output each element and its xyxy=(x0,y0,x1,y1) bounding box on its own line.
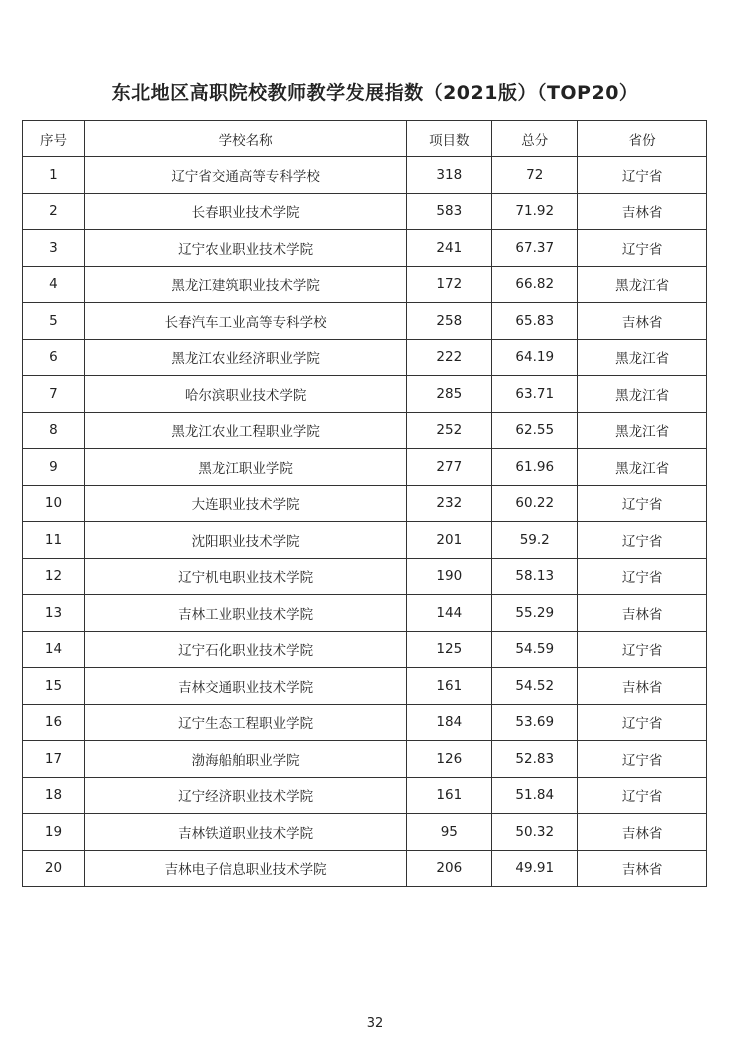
cell-total-score: 62.55 xyxy=(492,412,578,449)
cell-rank: 9 xyxy=(23,449,85,486)
cell-rank: 2 xyxy=(23,193,85,230)
cell-school-name: 吉林铁道职业技术学院 xyxy=(84,814,406,851)
table-row xyxy=(23,266,707,303)
cell-school-name: 长春汽车工业高等专科学校 xyxy=(84,303,406,340)
cell-province: 辽宁省 xyxy=(578,157,707,194)
header-total-score: 总分 xyxy=(492,121,578,157)
cell-total-score: 52.83 xyxy=(492,741,578,778)
cell-school-name: 长春职业技术学院 xyxy=(84,193,406,230)
cell-school-name: 辽宁经济职业技术学院 xyxy=(84,777,406,814)
cell-rank: 10 xyxy=(23,485,85,522)
ranking-table xyxy=(22,120,707,887)
cell-rank: 15 xyxy=(23,668,85,705)
cell-province: 黑龙江省 xyxy=(578,339,707,376)
cell-project-count: 172 xyxy=(407,266,492,303)
table-row xyxy=(23,303,707,340)
cell-total-score: 63.71 xyxy=(492,376,578,413)
cell-province: 黑龙江省 xyxy=(578,376,707,413)
cell-project-count: 285 xyxy=(407,376,492,413)
cell-province: 辽宁省 xyxy=(578,485,707,522)
cell-project-count: 206 xyxy=(407,850,492,887)
cell-school-name: 吉林电子信息职业技术学院 xyxy=(84,850,406,887)
cell-project-count: 258 xyxy=(407,303,492,340)
cell-school-name: 辽宁生态工程职业学院 xyxy=(84,704,406,741)
cell-province: 辽宁省 xyxy=(578,230,707,267)
cell-project-count: 252 xyxy=(407,412,492,449)
cell-total-score: 64.19 xyxy=(492,339,578,376)
page-number: 32 xyxy=(366,1016,384,1031)
table-body xyxy=(23,157,707,887)
cell-rank: 5 xyxy=(23,303,85,340)
cell-rank: 11 xyxy=(23,522,85,559)
table-row xyxy=(23,485,707,522)
cell-project-count: 190 xyxy=(407,558,492,595)
cell-project-count: 222 xyxy=(407,339,492,376)
cell-rank: 8 xyxy=(23,412,85,449)
cell-province: 吉林省 xyxy=(578,814,707,851)
cell-rank: 4 xyxy=(23,266,85,303)
cell-province: 吉林省 xyxy=(578,595,707,632)
cell-school-name: 吉林交通职业技术学院 xyxy=(84,668,406,705)
table-row xyxy=(23,668,707,705)
table-row xyxy=(23,631,707,668)
cell-school-name: 辽宁机电职业技术学院 xyxy=(84,558,406,595)
cell-school-name: 吉林工业职业技术学院 xyxy=(84,595,406,632)
cell-school-name: 渤海船舶职业学院 xyxy=(84,741,406,778)
cell-province: 吉林省 xyxy=(578,668,707,705)
cell-province: 辽宁省 xyxy=(578,777,707,814)
cell-project-count: 318 xyxy=(407,157,492,194)
table-row xyxy=(23,157,707,194)
header-row xyxy=(23,121,707,157)
cell-school-name: 辽宁省交通高等专科学校 xyxy=(84,157,406,194)
cell-project-count: 144 xyxy=(407,595,492,632)
cell-province: 辽宁省 xyxy=(578,522,707,559)
cell-rank: 1 xyxy=(23,157,85,194)
cell-province: 吉林省 xyxy=(578,193,707,230)
cell-rank: 13 xyxy=(23,595,85,632)
table-row xyxy=(23,376,707,413)
cell-school-name: 哈尔滨职业技术学院 xyxy=(84,376,406,413)
cell-rank: 20 xyxy=(23,850,85,887)
document-title: 东北地区高职院校教师教学发展指数（2021版）（TOP20） xyxy=(111,82,639,104)
cell-rank: 16 xyxy=(23,704,85,741)
cell-project-count: 241 xyxy=(407,230,492,267)
cell-rank: 17 xyxy=(23,741,85,778)
cell-total-score: 60.22 xyxy=(492,485,578,522)
cell-province: 黑龙江省 xyxy=(578,449,707,486)
cell-project-count: 125 xyxy=(407,631,492,668)
cell-school-name: 沈阳职业技术学院 xyxy=(84,522,406,559)
table-row xyxy=(23,704,707,741)
cell-total-score: 71.92 xyxy=(492,193,578,230)
cell-school-name: 大连职业技术学院 xyxy=(84,485,406,522)
cell-project-count: 232 xyxy=(407,485,492,522)
cell-project-count: 161 xyxy=(407,777,492,814)
cell-project-count: 126 xyxy=(407,741,492,778)
cell-total-score: 72 xyxy=(492,157,578,194)
cell-school-name: 辽宁农业职业技术学院 xyxy=(84,230,406,267)
cell-province: 辽宁省 xyxy=(578,558,707,595)
cell-province: 辽宁省 xyxy=(578,631,707,668)
cell-total-score: 54.52 xyxy=(492,668,578,705)
cell-rank: 3 xyxy=(23,230,85,267)
cell-total-score: 67.37 xyxy=(492,230,578,267)
cell-rank: 14 xyxy=(23,631,85,668)
cell-project-count: 184 xyxy=(407,704,492,741)
cell-school-name: 黑龙江农业经济职业学院 xyxy=(84,339,406,376)
cell-total-score: 65.83 xyxy=(492,303,578,340)
cell-total-score: 53.69 xyxy=(492,704,578,741)
header-school-name: 学校名称 xyxy=(84,121,406,157)
table-row xyxy=(23,339,707,376)
cell-province: 辽宁省 xyxy=(578,741,707,778)
cell-total-score: 66.82 xyxy=(492,266,578,303)
cell-rank: 6 xyxy=(23,339,85,376)
cell-total-score: 54.59 xyxy=(492,631,578,668)
cell-total-score: 61.96 xyxy=(492,449,578,486)
cell-project-count: 583 xyxy=(407,193,492,230)
cell-project-count: 161 xyxy=(407,668,492,705)
table-row xyxy=(23,449,707,486)
cell-rank: 19 xyxy=(23,814,85,851)
cell-province: 辽宁省 xyxy=(578,704,707,741)
cell-total-score: 58.13 xyxy=(492,558,578,595)
table-row xyxy=(23,777,707,814)
table-row xyxy=(23,230,707,267)
cell-total-score: 51.84 xyxy=(492,777,578,814)
cell-total-score: 49.91 xyxy=(492,850,578,887)
table-row xyxy=(23,595,707,632)
cell-school-name: 黑龙江农业工程职业学院 xyxy=(84,412,406,449)
cell-school-name: 辽宁石化职业技术学院 xyxy=(84,631,406,668)
table-row xyxy=(23,814,707,851)
header-rank: 序号 xyxy=(23,121,85,157)
cell-total-score: 55.29 xyxy=(492,595,578,632)
header-province: 省份 xyxy=(578,121,707,157)
cell-project-count: 95 xyxy=(407,814,492,851)
table-row xyxy=(23,193,707,230)
table-row xyxy=(23,412,707,449)
cell-school-name: 黑龙江建筑职业技术学院 xyxy=(84,266,406,303)
cell-province: 吉林省 xyxy=(578,303,707,340)
table-row xyxy=(23,558,707,595)
cell-province: 吉林省 xyxy=(578,850,707,887)
cell-school-name: 黑龙江职业学院 xyxy=(84,449,406,486)
table-row xyxy=(23,850,707,887)
cell-total-score: 59.2 xyxy=(492,522,578,559)
cell-rank: 7 xyxy=(23,376,85,413)
cell-province: 黑龙江省 xyxy=(578,412,707,449)
cell-total-score: 50.32 xyxy=(492,814,578,851)
cell-project-count: 201 xyxy=(407,522,492,559)
cell-rank: 18 xyxy=(23,777,85,814)
table-row xyxy=(23,741,707,778)
table-row xyxy=(23,522,707,559)
cell-rank: 12 xyxy=(23,558,85,595)
header-project-count: 项目数 xyxy=(407,121,492,157)
cell-project-count: 277 xyxy=(407,449,492,486)
table-header xyxy=(23,121,707,157)
cell-province: 黑龙江省 xyxy=(578,266,707,303)
